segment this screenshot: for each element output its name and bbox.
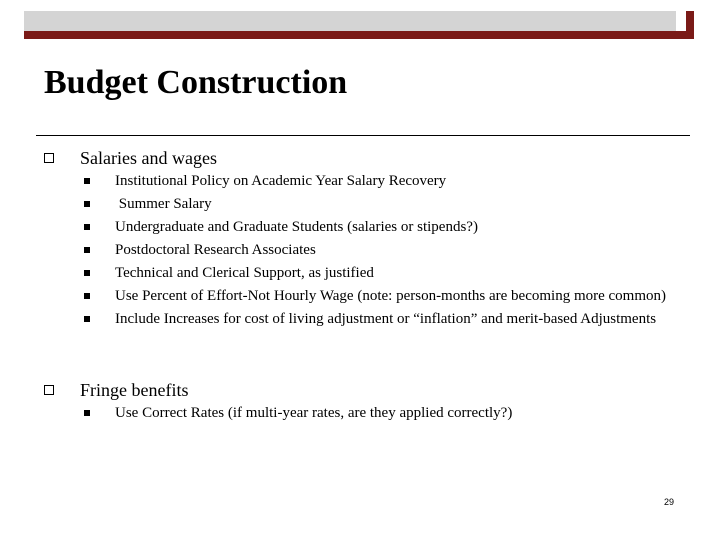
bullet-list bbox=[44, 172, 684, 328]
list-item bbox=[44, 264, 675, 282]
square-bullet-icon bbox=[84, 270, 90, 276]
header-accent-bar bbox=[24, 31, 694, 39]
section-heading bbox=[44, 380, 684, 404]
title-divider bbox=[36, 135, 690, 136]
square-bullet-icon bbox=[84, 178, 90, 184]
list-item bbox=[44, 404, 675, 422]
square-bullet-icon bbox=[84, 247, 90, 253]
list-item bbox=[44, 172, 675, 190]
list-item bbox=[44, 195, 675, 213]
list-item bbox=[44, 310, 675, 328]
header-grey-bar bbox=[24, 11, 676, 31]
list-item-text: Technical and Clerical Support, as justified bbox=[115, 265, 374, 281]
list-item bbox=[44, 218, 675, 236]
list-item-text: Institutional Policy on Academic Year Salary Recovery bbox=[115, 173, 447, 189]
list-item-text: Postdoctoral Research Associates bbox=[115, 242, 316, 258]
section-heading-text: Salaries and wages bbox=[80, 148, 217, 168]
list-item-text: Summer Salary bbox=[115, 196, 212, 212]
hollow-square-bullet-icon bbox=[44, 385, 54, 395]
header-corner-block bbox=[686, 11, 694, 31]
square-bullet-icon bbox=[84, 316, 90, 322]
square-bullet-icon bbox=[84, 201, 90, 207]
list-item bbox=[44, 287, 675, 305]
section-heading bbox=[44, 148, 684, 172]
list-item bbox=[44, 241, 675, 259]
square-bullet-icon bbox=[84, 410, 90, 416]
slide-title: Budget Construction bbox=[44, 64, 348, 101]
list-item-text: Include Increases for cost of living adjustment or “inflation” and merit-based Adjustments bbox=[115, 311, 657, 327]
square-bullet-icon bbox=[84, 224, 90, 230]
section-fringe-benefits bbox=[44, 380, 684, 427]
page-number: 29 bbox=[664, 497, 675, 507]
list-item-text: Undergraduate and Graduate Students (salaries or stipends?) bbox=[115, 219, 478, 235]
square-bullet-icon bbox=[84, 293, 90, 299]
hollow-square-bullet-icon bbox=[44, 153, 54, 163]
section-heading-text: Fringe benefits bbox=[80, 380, 189, 400]
list-item-text: Use Percent of Effort-Not Hourly Wage (note: person-months are becoming more common) bbox=[115, 288, 667, 304]
section-salaries bbox=[44, 148, 684, 333]
bullet-list bbox=[44, 404, 684, 422]
list-item-text: Use Correct Rates (if multi-year rates, are they applied correctly?) bbox=[115, 405, 513, 421]
